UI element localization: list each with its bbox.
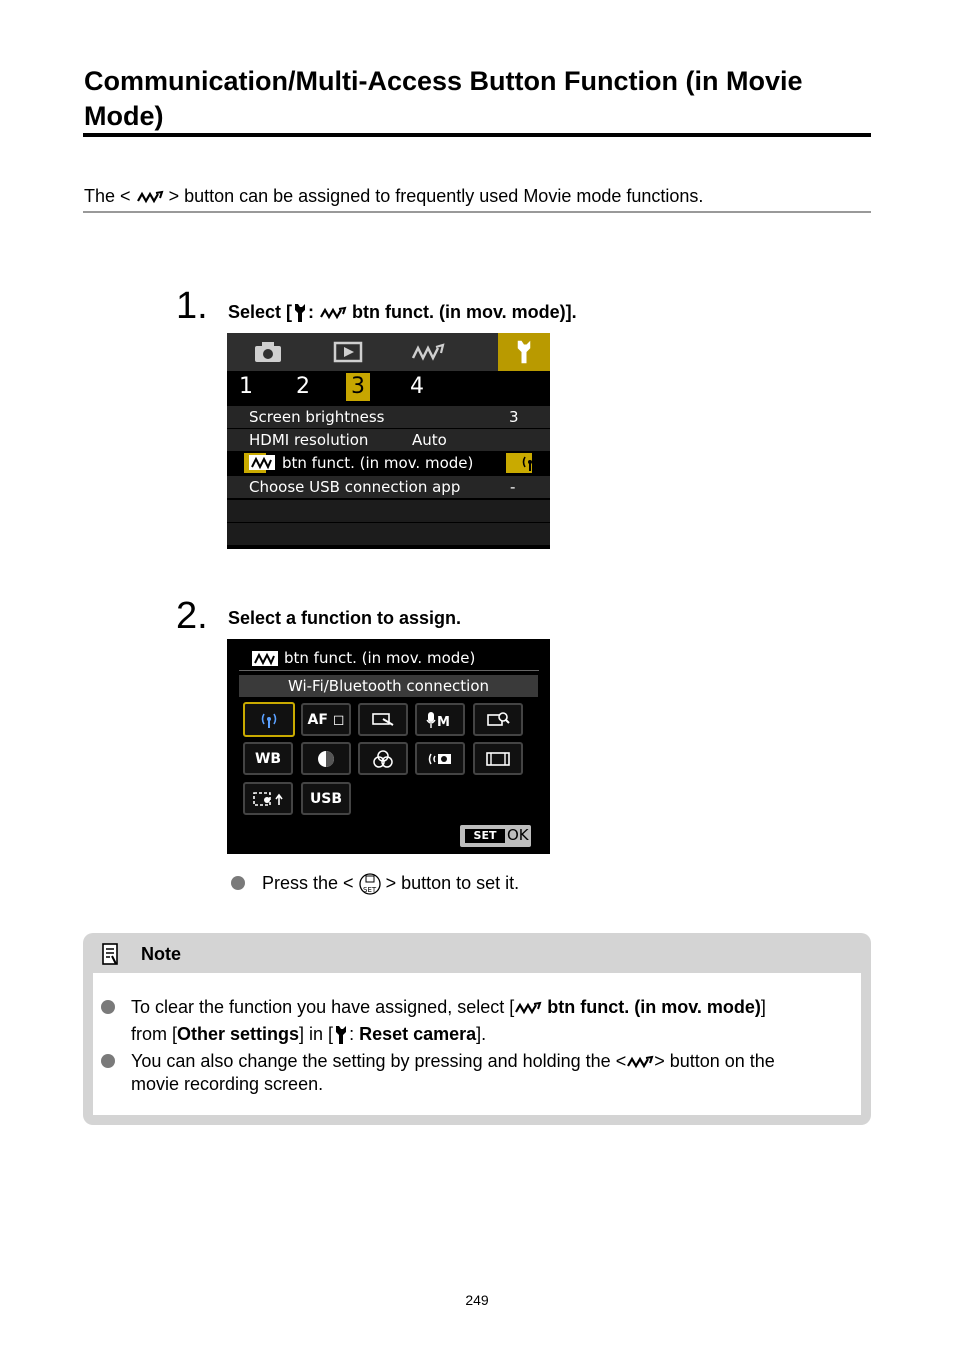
menu-row-screen-brightness — [227, 406, 550, 428]
menu-row-label: btn funct. (in mov. mode) — [282, 454, 474, 472]
step-2-number: 2. — [176, 595, 208, 637]
note-text: from [ — [131, 1024, 178, 1044]
menu-row-label: HDMI resolution — [249, 431, 369, 449]
playback-icon — [322, 333, 374, 371]
bullet-post: > button to set it. — [385, 873, 520, 893]
wrench-icon — [292, 303, 308, 323]
note-text: You can also change the setting by pressing and holding the < — [131, 1051, 627, 1071]
note-item-1-line-2 — [131, 1024, 486, 1045]
menu-row-choose-usb — [227, 476, 550, 498]
wrench-icon — [498, 333, 550, 371]
menu-row-value: - — [510, 478, 516, 496]
step-1-text — [228, 302, 577, 323]
picture-style-icon — [316, 749, 336, 769]
note-title: Note — [141, 944, 181, 964]
tile-af-area: AF ◻ — [301, 703, 351, 736]
tile-is — [415, 742, 465, 775]
bullet — [101, 1000, 115, 1014]
bullet-pre: Press the < — [262, 873, 354, 893]
bullet — [101, 1054, 115, 1068]
tile-creative-filter — [358, 742, 408, 775]
svg-text:M: M — [437, 714, 450, 729]
note-item-1-line-1 — [131, 997, 766, 1018]
step-1-text-post: btn funct. (in mov. mode)]. — [347, 302, 577, 322]
ok-label: OK — [507, 826, 529, 844]
tile-mic — [415, 703, 465, 736]
step-1-text-pre: Select [ — [228, 302, 293, 322]
title-rule — [83, 133, 871, 137]
set-button-icon — [359, 873, 381, 895]
step-2-bullet-text — [262, 873, 519, 895]
menu-page-2: 2 — [296, 374, 310, 399]
aspect-icon — [486, 751, 510, 767]
tile-zoom — [473, 703, 523, 736]
step-1-text-colon: : — [308, 302, 320, 322]
tile-wb: WB — [243, 742, 293, 775]
step-1-number: 1. — [176, 285, 208, 327]
menu-page-3: 3 — [346, 373, 370, 401]
menu-row-label: Screen brightness — [249, 408, 385, 426]
menu-screenshot — [227, 333, 550, 549]
step-2-text: Select a function to assign. — [228, 608, 462, 628]
mic-icon — [425, 711, 455, 729]
note-item-2-line-2: movie recording screen. — [131, 1074, 324, 1094]
multi-access-icon — [402, 333, 454, 371]
menu-page-4: 4 — [410, 374, 424, 399]
intro-text — [84, 186, 703, 207]
page-number: 249 — [465, 1292, 489, 1308]
multi-access-icon — [252, 651, 278, 670]
note-text: : — [349, 1024, 360, 1044]
multi-access-icon — [319, 306, 347, 320]
menu-row-empty — [227, 500, 550, 522]
menu-row-value: Auto — [412, 431, 447, 449]
page-title: Communication/Multi-Access Button Function (in Movie Mode) — [84, 66, 803, 131]
function-select-screenshot — [227, 639, 550, 854]
menu-tab-bar — [227, 333, 550, 371]
note-bold: Reset camera — [359, 1024, 477, 1044]
screen-divider — [239, 670, 539, 671]
multi-access-icon — [249, 455, 275, 475]
menu-row-btn-funct-selected — [244, 453, 532, 473]
wireless-icon — [257, 711, 281, 729]
tile-aspect — [473, 742, 523, 775]
menu-row-empty — [227, 523, 550, 545]
set-label: SET — [465, 829, 505, 843]
note-text: ] — [760, 997, 766, 1017]
wb-shift-icon — [371, 711, 395, 729]
note-bold: btn funct. (in mov. mode) — [542, 997, 761, 1017]
note-item-2-line-1 — [131, 1051, 775, 1072]
selected-function-name: Wi-Fi/Bluetooth connection — [239, 675, 538, 697]
bullet — [231, 876, 245, 890]
tile-wireless — [243, 702, 295, 737]
note-bold: Other settings — [177, 1024, 300, 1044]
screen-header: btn funct. (in mov. mode) — [284, 649, 476, 667]
multi-access-icon — [626, 1055, 654, 1069]
wrench-icon — [333, 1025, 349, 1045]
svg-text:SET: SET — [362, 886, 376, 895]
menu-row-hdmi-resolution — [227, 429, 550, 451]
note-text: > button on the — [654, 1051, 775, 1071]
multi-access-icon — [514, 1001, 542, 1015]
note-text: ] in [ — [299, 1024, 334, 1044]
tile-wb-shift — [358, 703, 408, 736]
note-text: To clear the function you have assigned, select [ — [131, 997, 515, 1017]
intro-rule — [83, 211, 871, 213]
note-icon — [100, 942, 120, 971]
menu-page-1: 1 — [239, 374, 253, 399]
lighting-icon — [252, 790, 284, 808]
menu-row-value: 3 — [509, 408, 519, 426]
set-ok-button — [460, 825, 531, 847]
camera-icon — [242, 333, 294, 371]
intro-post: > button can be assigned to frequently used Movie mode functions. — [168, 186, 704, 206]
wireless-icon — [519, 454, 541, 477]
note-text: ]. — [476, 1024, 487, 1044]
tile-picture-style — [301, 742, 351, 775]
intro-pre: The < — [84, 186, 131, 206]
tile-lighting — [243, 782, 293, 815]
zoom-icon — [486, 711, 510, 729]
tile-usb: USB — [301, 782, 351, 815]
multi-access-icon — [136, 190, 164, 204]
menu-row-label: Choose USB connection app — [249, 478, 461, 496]
image-stabilizer-icon — [427, 750, 453, 768]
creative-filter-icon — [372, 749, 394, 769]
